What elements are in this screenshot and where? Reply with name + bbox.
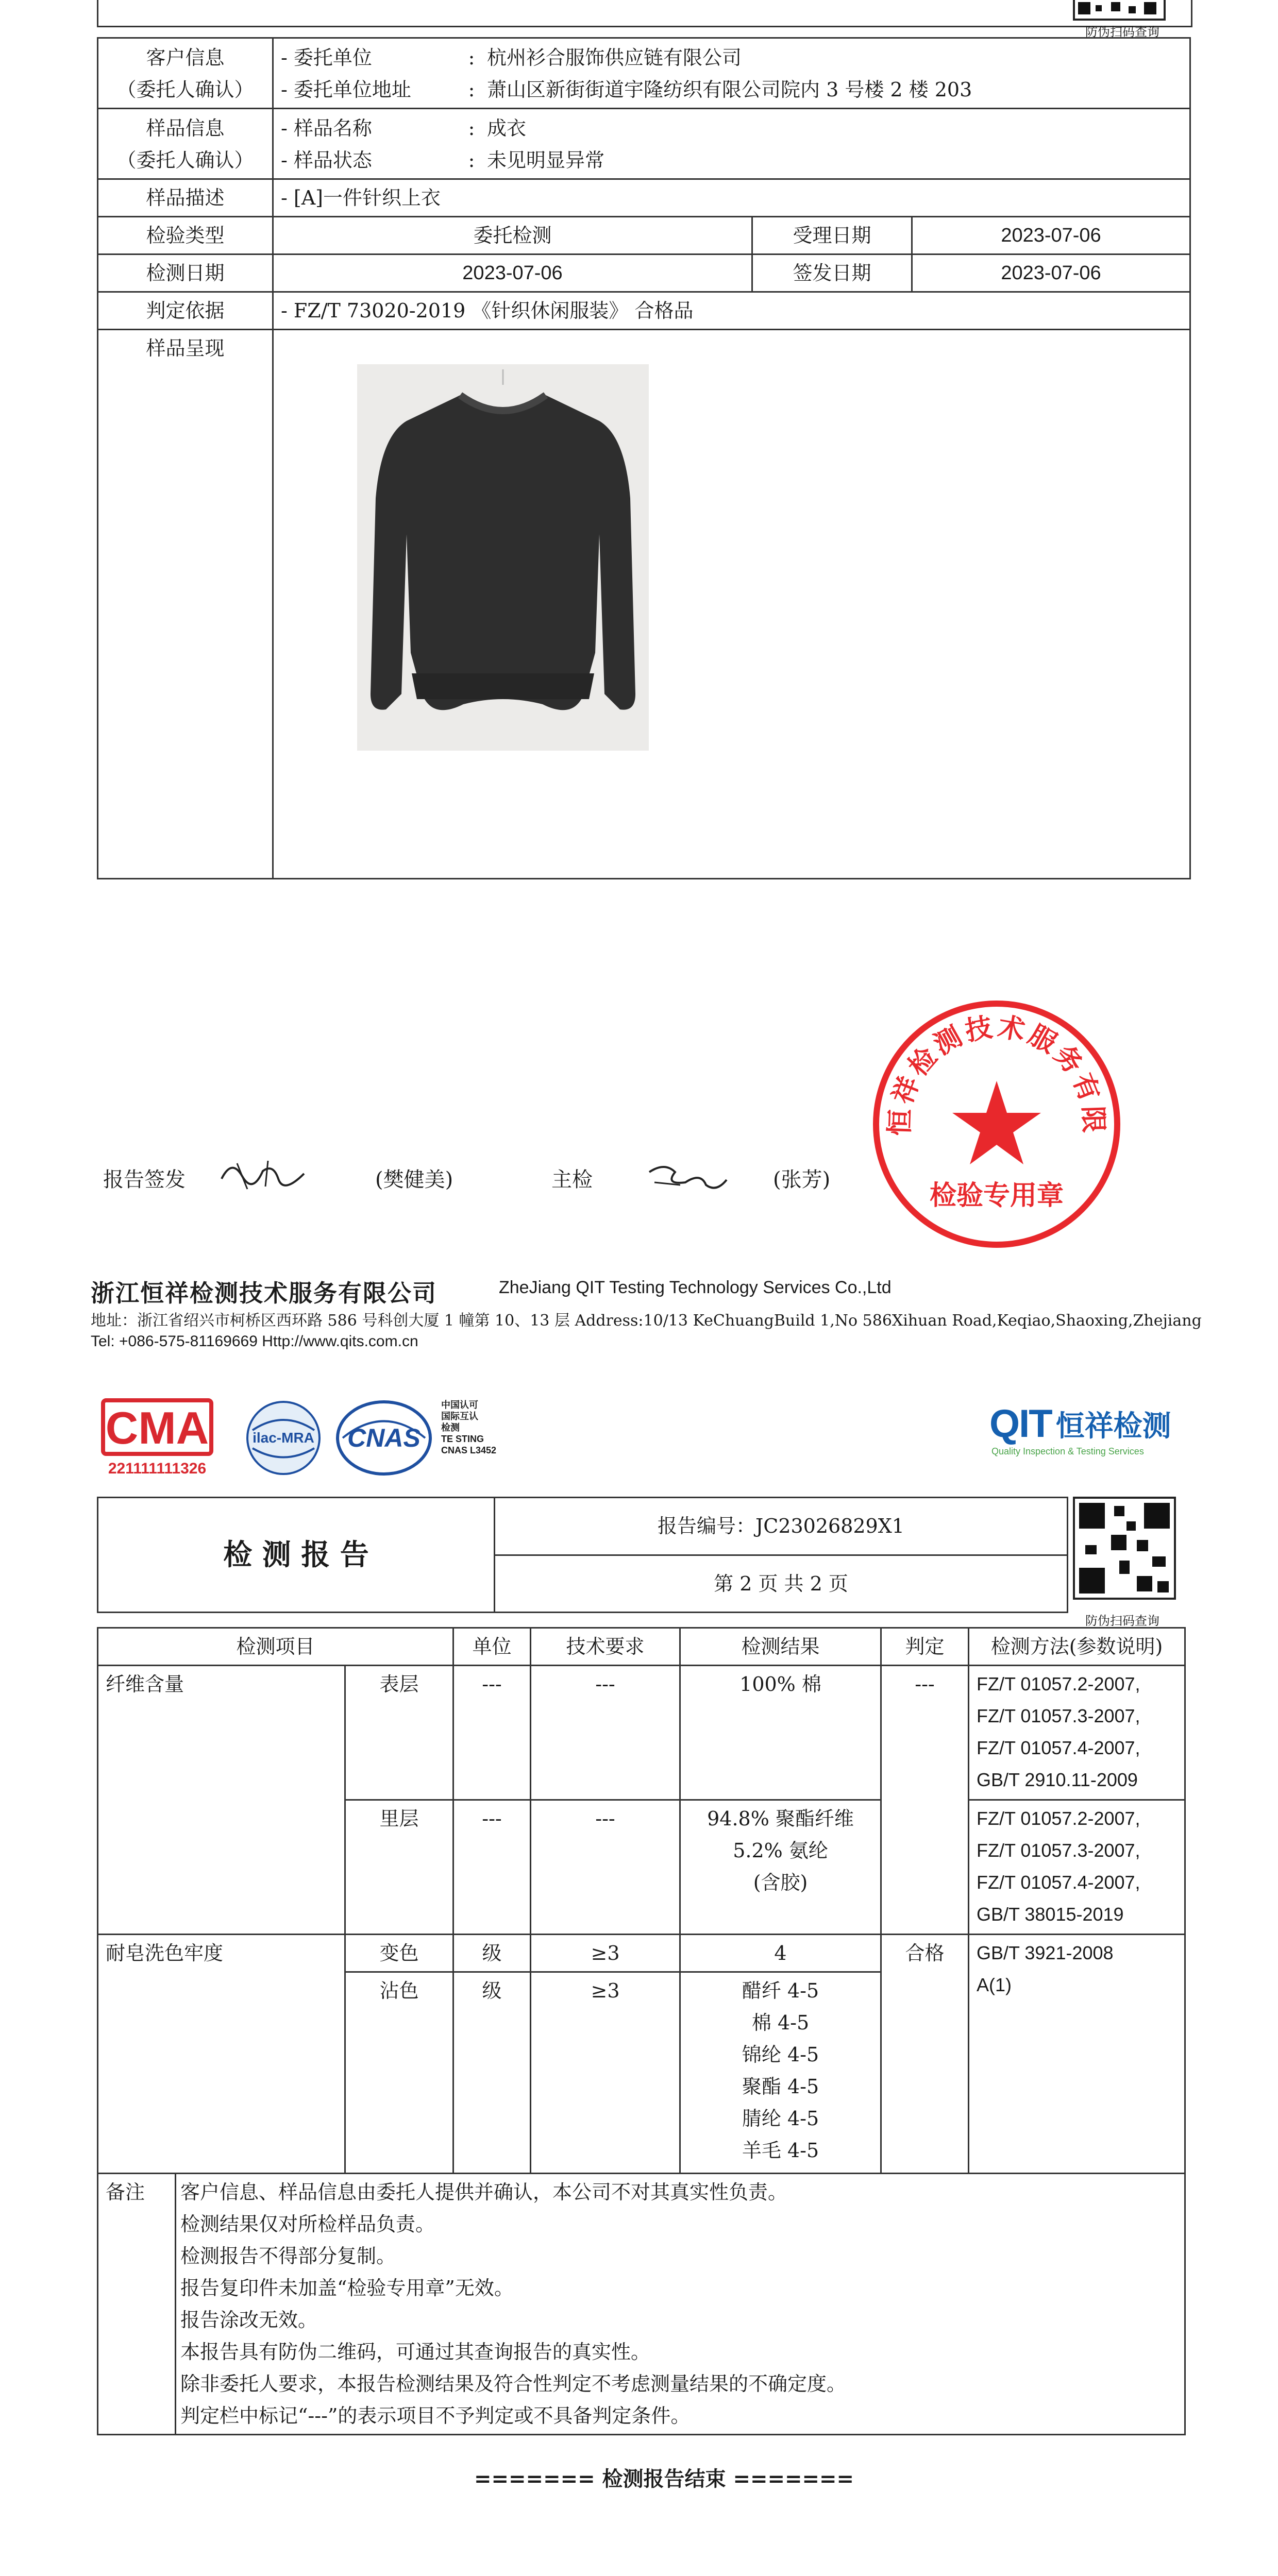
test-date-value: 2023-07-06 [273,255,752,292]
test-date-label: 检测日期 [98,255,273,292]
header-requirement: 技术要求 [531,1628,680,1666]
footer1-company-cn: 浙江恒祥检测技术服务有限公司 [91,1279,437,1307]
fiber-inner-unit: --- [453,1800,531,1935]
sample-photo [357,364,649,751]
sample-desc-label: 样品描述 [98,179,273,217]
qit-logo-text: QIT [989,1402,1052,1446]
soap-item: 耐皂洗色牢度 [98,1935,345,2174]
footer1-tel: Tel: +086-575-81169669 Http://www.qits.com.cn [91,1333,418,1350]
test-type-value: 委托检测 [273,217,752,255]
report-header-table [97,1497,1068,1613]
sample-info-table [97,37,1191,879]
soap-stain-part: 沾色 [345,1972,453,2174]
report-number: 报告编号：JC23026829X1 [495,1498,1068,1555]
svg-text:ilac-MRA: ilac-MRA [253,1430,314,1446]
basis-value: - FZ/T 73020-2019 《针织休闲服装》 合格品 [273,292,1190,330]
soap-change-unit: 级 [453,1935,531,1972]
inspector-signature [644,1157,732,1198]
top-gap [97,0,1192,27]
fiber-outer-methods: FZ/T 01057.2-2007, FZ/T 01057.3-2007, FZ/T 01057.4-2007, GB/T 2910.11-2009 [969,1666,1185,1800]
qr-code-top [1073,0,1166,21]
basis-label: 判定依据 [98,292,273,330]
issuer-name: (樊健美) [375,1168,453,1192]
inspection-stamp [871,998,1122,1250]
soap-methods: GB/T 3921-2008 A(1) [969,1935,1185,2174]
report-title: 检 测 报 告 [98,1498,495,1613]
footer1-company-en: ZheJiang QIT Testing Technology Services Co.,Ltd [499,1278,892,1297]
remarks-row [98,2174,1185,2435]
header-result: 检测结果 [680,1628,881,1666]
client-info-values: - 委托单位 : 杭州衫合服饰供应链有限公司 - 委托单位地址 : 萧山区新街街道宇隆纺织有限公司院内 3 号楼 2 楼 203 [273,38,1190,109]
soap-change-result: 4 [680,1935,881,1972]
svg-text:检验专用章: 检验专用章 [929,1180,1064,1211]
qit-logo-cn: 恒祥检测 [1055,1409,1171,1443]
fiber-outer-result: 100% 棉 [680,1666,881,1800]
sample-show-label: 样品呈现 [98,330,273,879]
client-addr-key: - 委托单位地址 [281,78,411,101]
sample-name-key: - 样品名称 [281,117,372,140]
report-end: ======= 检测报告结束 ======= [474,2467,854,2491]
fiber-inner-part: 里层 [345,1800,453,1935]
sample-state-value: 未见明显异常 [487,149,605,172]
receive-date-value: 2023-07-06 [912,217,1190,255]
cnas-text-block: 中国认可 国际互认 检测 TE STING CNAS L3452 [441,1400,497,1455]
issue-date-label: 签发日期 [752,255,912,292]
issuer-label: 报告签发 [103,1168,186,1192]
qit-logo [989,1401,1185,1458]
cma-logo [98,1396,216,1479]
qit-tagline: Quality Inspection & Testing Services [991,1446,1144,1456]
soap-stain-req: ≥3 [531,1972,680,2174]
soap-change-part: 变色 [345,1935,453,1972]
results-table [97,1627,1186,2435]
soap-judge: 合格 [881,1935,969,2174]
issuer-signature [216,1153,309,1194]
soap-stain-results: 醋纤 4-5 棉 4-5 锦纶 4-5 聚酯 4-5 腈纶 4-5 羊毛 4-5 [680,1972,881,2174]
sample-name-value: 成衣 [487,117,527,140]
fiber-outer-unit: --- [453,1666,531,1800]
svg-text:CMA: CMA [105,1402,209,1453]
client-unit-value: 杭州衫合服饰供应链有限公司 [487,46,742,69]
client-unit-key: - 委托单位 [281,46,372,69]
header-unit: 单位 [453,1628,531,1666]
fiber-outer-req: --- [531,1666,680,1800]
sample-state-key: - 样品状态 [281,149,372,172]
fiber-item: 纤维含量 [98,1666,345,1935]
footer1-address: 地址：浙江省绍兴市柯桥区西环路 586 号科创大厦 1 幢第 10、13 层 Address:10/13 KeChuangBuild 1,No 586Xihuan Road,Keqiao,Shaoxing,Zhejiang [91,1312,1202,1330]
fiber-inner-req: --- [531,1800,680,1935]
fiber-outer-part: 表层 [345,1666,453,1800]
qr-caption: 防伪扫码查询 [1085,1614,1159,1628]
receive-date-label: 受理日期 [752,217,912,255]
inspector-label: 主检 [551,1168,593,1192]
client-addr-value: 萧山区新街街道宇隆纺织有限公司院内 3 号楼 2 楼 203 [487,78,972,101]
svg-text:CNAS: CNAS [347,1423,421,1452]
ilac-logo [242,1399,325,1477]
fiber-inner-results: 94.8% 聚酯纤维 5.2% 氨纶 (含胶) [680,1800,881,1935]
inspector-name: (张芳) [773,1168,831,1192]
cma-number: 221111111326 [108,1460,207,1477]
soap-stain-unit: 级 [453,1972,531,2174]
page-info: 第 2 页 共 2 页 [495,1555,1068,1613]
header-judgement: 判定 [881,1628,969,1666]
issue-date-value: 2023-07-06 [912,255,1190,292]
cnas-logo [335,1399,433,1477]
client-info-label: 客户信息 （委托人确认） [98,38,273,109]
soap-change-req: ≥3 [531,1935,680,1972]
fiber-judge: --- [881,1666,969,1935]
qr-caption-top: 防伪扫码查询 [1085,25,1159,39]
header-method: 检测方法(参数说明) [969,1628,1185,1666]
remarks-list: 客户信息、样品信息由委托人提供并确认，本公司不对其真实性负责。 检测结果仅对所检样品负责。 检测报告不得部分复制。 报告复印件未加盖“检验专用章”无效。 报告涂改无效。 本报告具有防伪二维码，可通过其查询报告的真实性。 除非委托人要求，本报告检测结果及符合性判定不考虑测量结果的不确定度。 判定栏中标记“---”的表示项目不予判定或不具备判定条件。 [180,2181,847,2427]
sample-show-cell [273,330,1190,879]
fiber-inner-methods: FZ/T 01057.2-2007, FZ/T 01057.3-2007, FZ/T 01057.4-2007, GB/T 38015-2019 [969,1800,1185,1935]
test-type-label: 检验类型 [98,217,273,255]
sample-info-values: - 样品名称 : 成衣 - 样品状态 : 未见明显异常 [273,109,1190,179]
header-item: 检测项目 [98,1628,453,1666]
sample-info-label: 样品信息 （委托人确认） [98,109,273,179]
sample-desc-value: - [A]一件针织上衣 [273,179,1190,217]
svg-text:浙江恒祥检测技术服务有限公司: 恒祥检测技术服务有限 [884,1011,1109,1137]
qr-code [1073,1497,1176,1600]
remarks-label: 备注 [98,2174,176,2434]
